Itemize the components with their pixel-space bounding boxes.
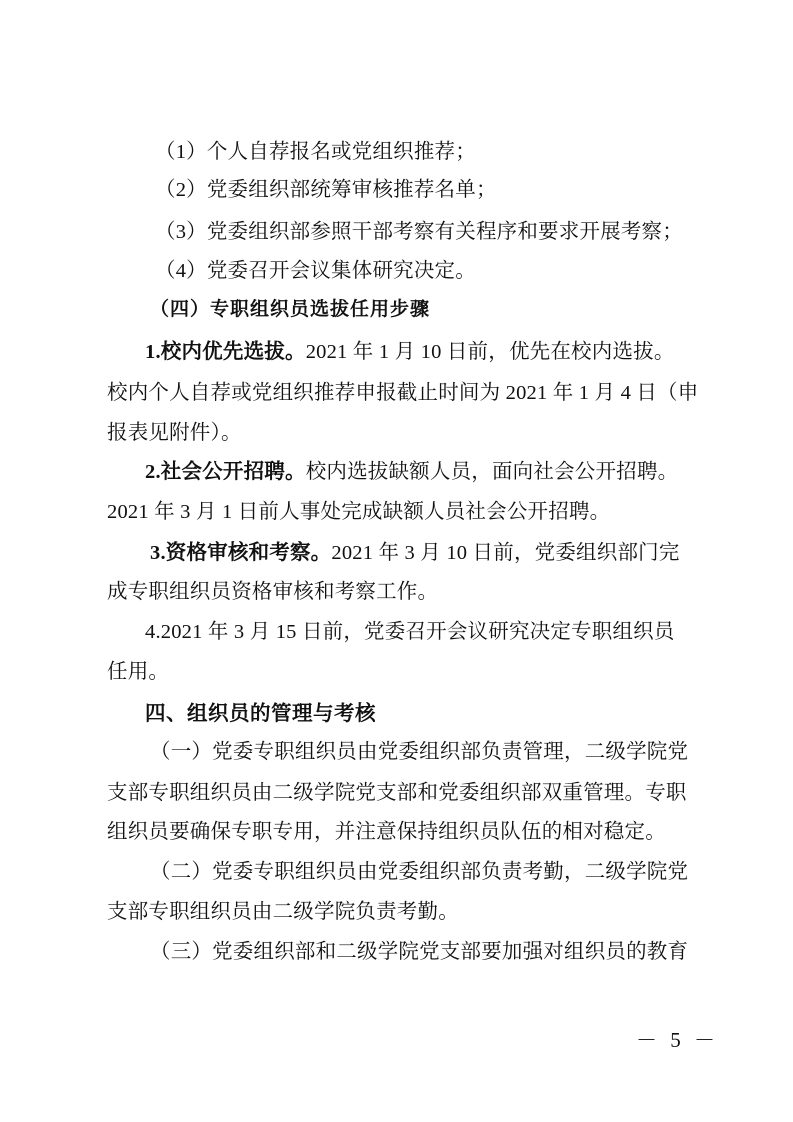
procedure-lead: 3.资格审核和考察。 (150, 542, 332, 564)
procedure-paragraph-line (145, 618, 675, 646)
management-paragraph-line: 支部专职组织员由二级学院党支部和党委组织部双重管理。专职 (107, 782, 687, 804)
procedure-text: 校内选拔缺额人员，面向社会公开招聘。 (305, 461, 679, 483)
procedure-lead: 1.校内优先选拔。 (145, 341, 306, 363)
procedure-lead: 2.社会公开招聘。 (145, 461, 306, 483)
management-paragraph-line: （三）党委组织部和二级学院党支部要加强对组织员的教育 (150, 941, 689, 963)
procedure-paragraph-line: 校内个人自荐或党组织推荐申报截止时间为 2021 年 1 月 4 日（申 (107, 382, 699, 404)
procedure-paragraph-line: 2021 年 3 月 1 日前人事处完成缺额人员社会公开招聘。 (107, 501, 611, 523)
step-item: （2）党委组织部统筹审核推荐名单； (155, 179, 497, 201)
procedure-paragraph-line (150, 539, 680, 567)
procedure-text: 2021 年 1 月 10 日前，优先在校内选拔。 (305, 341, 675, 363)
procedure-paragraph-line: 报表见附件）。 (107, 422, 242, 444)
management-paragraph-line: 组织员要确保专职专用，并注意保持组织员队伍的相对稳定。 (107, 821, 666, 843)
procedure-paragraph-line (145, 338, 675, 366)
step-item: （1）个人自荐报名或党组织推荐； (155, 141, 476, 163)
procedure-paragraph-line: 成专职组织员资格审核和考察工作。 (107, 581, 439, 603)
procedure-text: 2021 年 3 月 10 日前，党委组织部门完 (331, 542, 680, 564)
page-number: － 5 － (636, 1028, 719, 1052)
management-paragraph-line: （一）党委专职组织员由党委组织部负责管理，二级学院党 (150, 741, 689, 763)
management-paragraph-line: （二）党委专职组织员由党委组织部负责考勤，二级学院党 (150, 861, 689, 883)
step-item: （4）党委召开会议集体研究决定。 (155, 260, 476, 282)
section-heading: 四、组织员的管理与考核 (145, 702, 376, 725)
procedure-text: 4.2021 年 3 月 15 日前，党委召开会议研究决定专职组织员 (145, 621, 675, 643)
subsection-heading: （四）专职组织员选拔任用步骤 (150, 299, 431, 320)
step-item: （3）党委组织部参照干部考察有关程序和要求开展考察； (155, 221, 683, 243)
procedure-paragraph-line: 任用。 (107, 661, 170, 683)
procedure-paragraph-line (145, 458, 678, 486)
management-paragraph-line: 支部专职组织员由二级学院负责考勤。 (107, 901, 459, 923)
